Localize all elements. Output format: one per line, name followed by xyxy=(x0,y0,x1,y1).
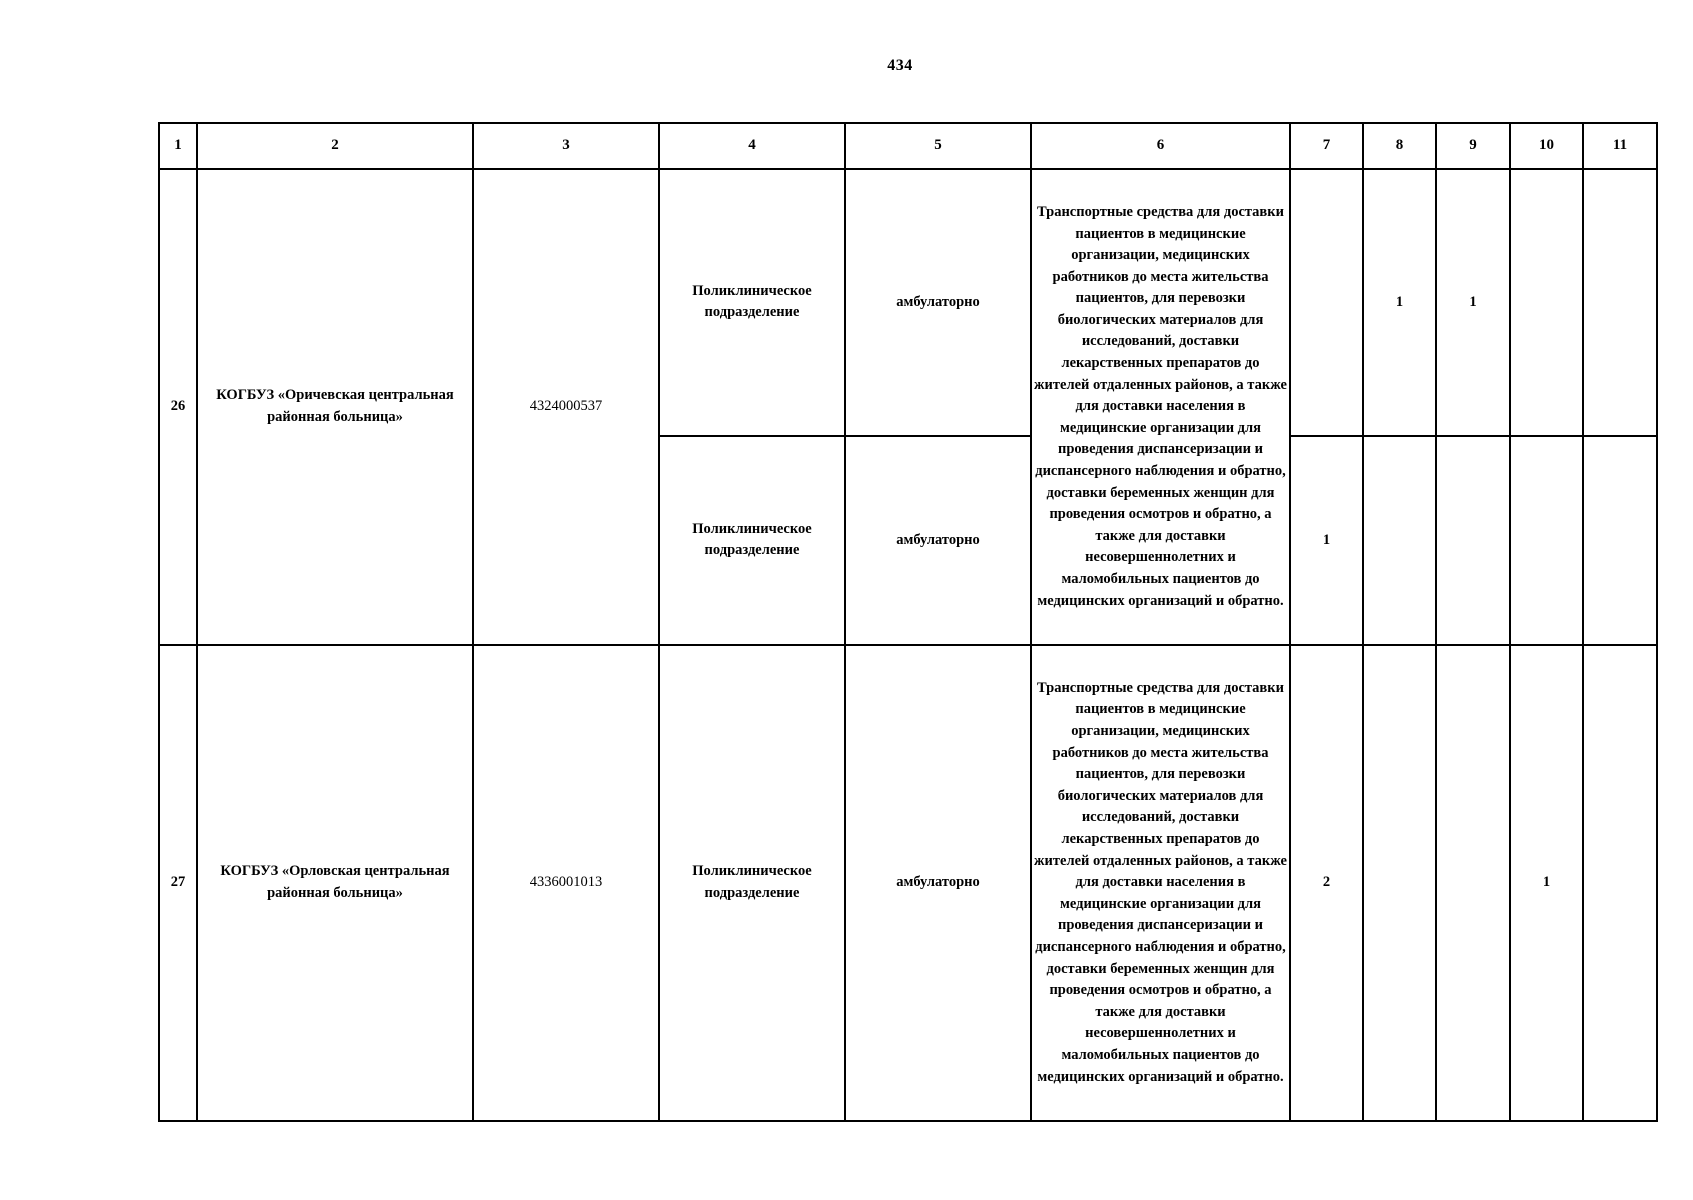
column-header: 11 xyxy=(1583,123,1657,169)
column-header: 6 xyxy=(1031,123,1290,169)
column-header: 7 xyxy=(1290,123,1363,169)
column-header: 9 xyxy=(1436,123,1510,169)
column-header-row xyxy=(159,123,1657,169)
column-header: 5 xyxy=(845,123,1031,169)
value-cell-col9 xyxy=(1436,436,1510,645)
value-cell-col9: 1 xyxy=(1436,169,1510,436)
value-cell-col8: 1 xyxy=(1363,169,1436,436)
description-cell: Транспортные средства для доставки пациентов в медицинские организации, медицинских работников до места жительства пациентов, для перевозки биологических материалов для исследований, доставки лекарственных препаратов до жителей отдаленных районов, а также для доставки населения в медицинские организации для проведения диспансеризации и диспансерного наблюдения и обратно, доставки беременных женщин для проведения осмотров и обратно, а также для доставки несовершеннолетних и маломобильных пациентов до медицинских организаций и обратно. xyxy=(1031,169,1290,645)
value-cell-col11 xyxy=(1583,169,1657,436)
column-header: 4 xyxy=(659,123,845,169)
division-cell: Поликлиническое подразделение xyxy=(659,645,845,1121)
description-cell: Транспортные средства для доставки пациентов в медицинские организации, медицинских работников до места жительства пациентов, для перевозки биологических материалов для исследований, доставки лекарственных препаратов до жителей отдаленных районов, а также для доставки населения в медицинские организации для проведения диспансеризации и диспансерного наблюдения и обратно, доставки беременных женщин для проведения осмотров и обратно, а также для доставки несовершеннолетних и маломобильных пациентов до медицинских организаций и обратно. xyxy=(1031,645,1290,1121)
column-header: 3 xyxy=(473,123,659,169)
value-cell-col7: 2 xyxy=(1290,645,1363,1121)
division-cell: Поликлиническое подразделение xyxy=(659,436,845,645)
table-row xyxy=(159,169,1657,436)
column-header: 8 xyxy=(1363,123,1436,169)
value-cell-col10: 1 xyxy=(1510,645,1583,1121)
column-header: 2 xyxy=(197,123,473,169)
data-table xyxy=(158,122,1658,1122)
organization-cell: КОГБУЗ «Орловская центральная районная больница» xyxy=(197,645,473,1121)
inn-cell: 4336001013 xyxy=(473,645,659,1121)
value-cell-col8 xyxy=(1363,436,1436,645)
care-form-cell: амбулаторно xyxy=(845,169,1031,436)
care-form-cell: амбулаторно xyxy=(845,436,1031,645)
value-cell-col8 xyxy=(1363,645,1436,1121)
value-cell-col7: 1 xyxy=(1290,436,1363,645)
organization-cell: КОГБУЗ «Оричевская центральная районная больница» xyxy=(197,169,473,645)
care-form-cell: амбулаторно xyxy=(845,645,1031,1121)
table-row xyxy=(159,645,1657,1121)
inn-cell: 4324000537 xyxy=(473,169,659,645)
page-number-text: 434 xyxy=(887,57,913,74)
column-header: 1 xyxy=(159,123,197,169)
value-cell-col9 xyxy=(1436,645,1510,1121)
value-cell-col10 xyxy=(1510,436,1583,645)
page-number xyxy=(0,57,1693,75)
value-cell-col7 xyxy=(1290,169,1363,436)
value-cell-col11 xyxy=(1583,645,1657,1121)
value-cell-col10 xyxy=(1510,169,1583,436)
value-cell-col11 xyxy=(1583,436,1657,645)
row-number-cell: 27 xyxy=(159,645,197,1121)
column-header: 10 xyxy=(1510,123,1583,169)
row-number-cell: 26 xyxy=(159,169,197,645)
division-cell: Поликлиническое подразделение xyxy=(659,169,845,436)
